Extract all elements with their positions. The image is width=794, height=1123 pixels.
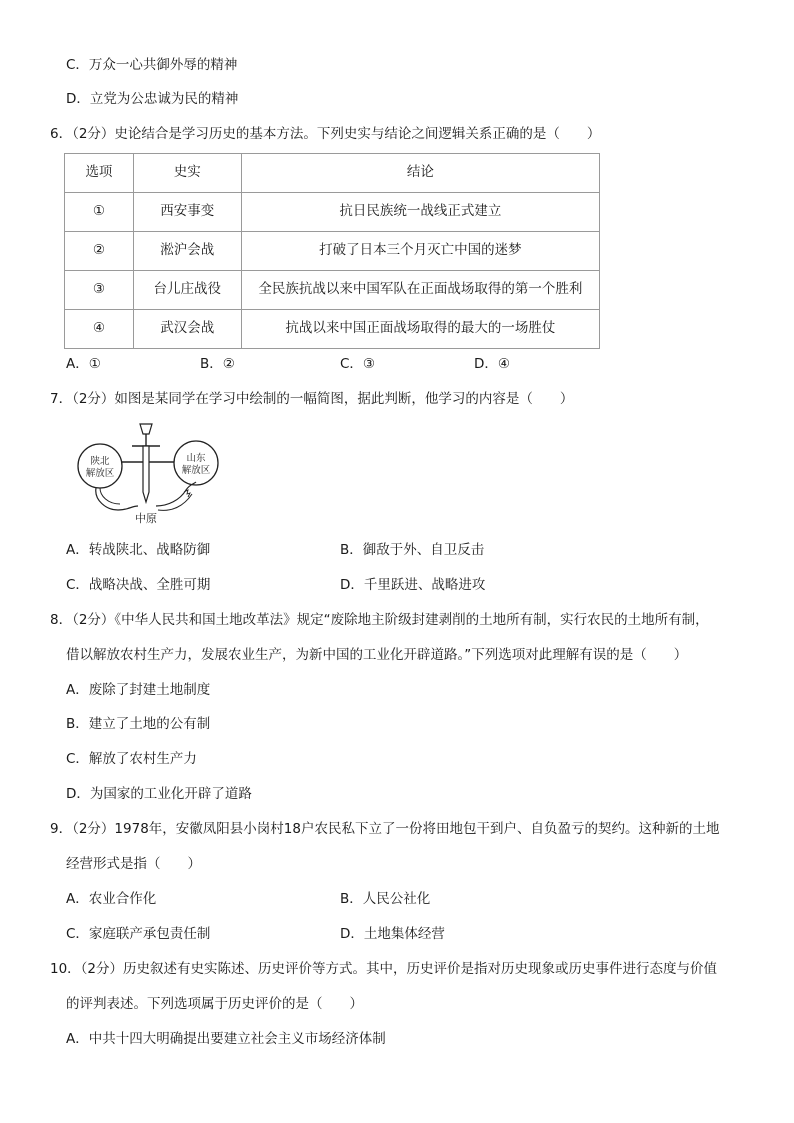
q6-option-d: D．④	[474, 356, 510, 372]
table-header-cell: 结论	[241, 154, 599, 193]
table-cell: ④	[65, 310, 134, 349]
table-cell: 打破了日本三个月灭亡中国的迷梦	[241, 232, 599, 271]
q8-stem-line2: 借以解放农村生产力，发展农业生产，为新中国的工业化开辟道路。”下列选项对此理解有误的是（ ）	[66, 647, 688, 663]
q10-stem-line2: 的评判表述。下列选项属于历史评价的是（ ）	[66, 996, 363, 1012]
table-cell: 全民族抗战以来中国军队在正面战场取得的第一个胜利	[241, 271, 599, 310]
table-cell: 西安事变	[133, 193, 241, 232]
table-cell: ②	[65, 232, 134, 271]
table-header-cell: 史实	[133, 154, 241, 193]
q8-option-d: D．为国家的工业化开辟了道路	[66, 786, 252, 802]
right-circle-label-1: 山东	[186, 453, 206, 464]
q9-stem-line1: 9．（2分）1978年，安徽凤阳县小岗村18户农民私下立了一份将田地包干到户、自负盈亏的契约。这种新的土地	[50, 821, 720, 837]
table-cell: 抗日民族统一战线正式建立	[241, 193, 599, 232]
q7-option-c: C．战略决战、全胜可期	[66, 577, 211, 593]
q7-option-a: A．转战陕北、战略防御	[66, 542, 211, 558]
table-row	[65, 310, 600, 349]
table-row	[65, 271, 600, 310]
q9-option-b: B．人民公社化	[340, 891, 431, 907]
table-cell: ③	[65, 271, 134, 310]
river-left	[96, 488, 138, 510]
q6-table	[64, 153, 600, 349]
q6-option-c: C．③	[340, 356, 376, 372]
q7-stem: 7．（2分）如图是某同学在学习中绘制的一幅简图，据此判断，他学习的内容是（ ）	[50, 391, 574, 407]
q7-option-b: B．御敌于外、自卫反击	[340, 542, 485, 558]
q5-option-d: D．立党为公忠诚为民的精神	[66, 91, 239, 107]
q9-option-a: A．农业合作化	[66, 891, 157, 907]
table-cell: 武汉会战	[133, 310, 241, 349]
right-circle-label-2: 解放区	[181, 465, 211, 476]
q10-stem-line1: 10．（2分）历史叙述有史实陈述、历史评价等方式。其中，历史评价是指对历史现象或历史事件进行态度与价值	[50, 961, 718, 977]
table-cell: ①	[65, 193, 134, 232]
q6-option-b: B．②	[200, 356, 235, 372]
sword-blade	[143, 446, 149, 502]
q8-stem-line1: 8．（2分）《中华人民共和国土地改革法》规定“废除地主阶级封建剥削的土地所有制，实行农民的土地所有制，	[50, 612, 709, 628]
table-row	[65, 232, 600, 271]
table-header-cell: 选项	[65, 154, 134, 193]
q5-option-c: C．万众一心共御外辱的精神	[66, 57, 238, 73]
q8-option-a: A．废除了封建土地制度	[66, 682, 211, 698]
q6-option-a: A．①	[66, 356, 101, 372]
q6-stem: 6．（2分）史论结合是学习历史的基本方法。下列史实与结论之间逻辑关系正确的是（ ）	[50, 126, 601, 142]
q7-diagram	[72, 422, 232, 527]
left-circle-label-1: 陕北	[90, 456, 110, 467]
sword-hilt	[140, 424, 152, 434]
q9-stem-line2: 经营形式是指（ ）	[66, 856, 201, 872]
table-cell: 抗战以来中国正面战场取得的最大的一场胜仗	[241, 310, 599, 349]
q10-option-a: A．中共十四大明确提出要建立社会主义市场经济体制	[66, 1031, 386, 1047]
central-plains-label: 中原	[135, 512, 157, 525]
q7-option-d: D．千里跃进、战略进攻	[340, 577, 486, 593]
table-cell: 淞沪会战	[133, 232, 241, 271]
table-row	[65, 193, 600, 232]
table-header-row	[65, 154, 600, 193]
q9-option-c: C．家庭联产承包责任制	[66, 926, 211, 942]
table-cell: 台儿庄战役	[133, 271, 241, 310]
q8-option-b: B．建立了土地的公有制	[66, 716, 211, 732]
q9-option-d: D．土地集体经营	[340, 926, 445, 942]
left-circle-label-2: 解放区	[85, 468, 115, 479]
q8-option-c: C．解放了农村生产力	[66, 751, 197, 767]
